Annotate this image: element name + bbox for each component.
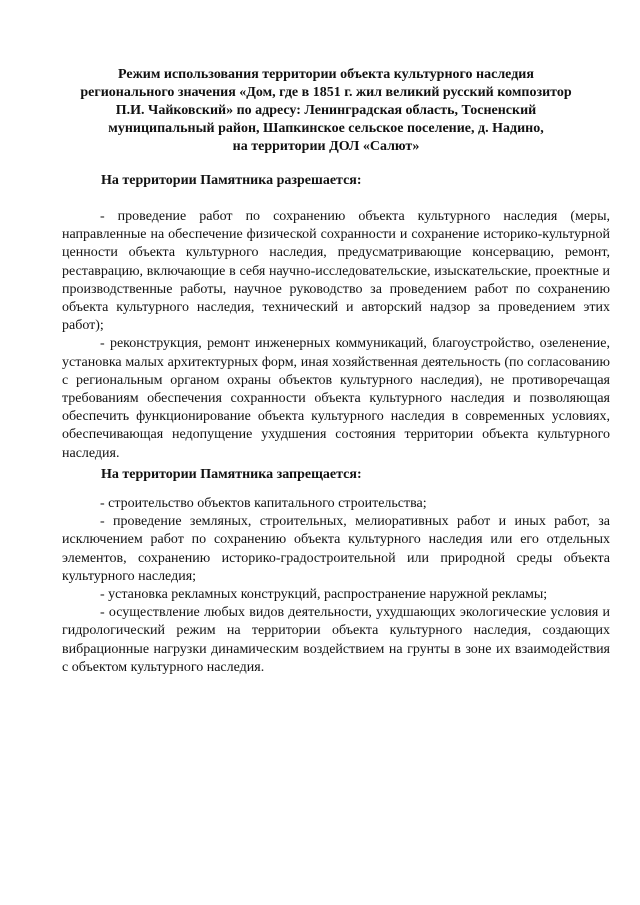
document-title <box>56 66 596 156</box>
allowed-heading: На территории Памятника разрешается: <box>101 173 362 188</box>
forbidden-item: - строительство объектов капитального строительства; <box>100 496 427 511</box>
title-line: муниципальный район, Шапкинское сельское поселение, д. Надино, <box>108 121 544 136</box>
title-line: П.И. Чайковский» по адресу: Ленинградская область, Тосненский <box>115 103 537 118</box>
forbidden-list <box>62 495 610 677</box>
title-line: Режим использования территории объекта культурного наследия <box>118 67 534 82</box>
forbidden-item: - проведение земляных, строительных, мелиоративных работ и иных работ, за исключением работ по сохранению объекта культурного наследия или его отдельных элементов, сохранению историко-градостроительной или природной среды объекта культурного наследия; <box>62 514 610 584</box>
title-line: на территории ДОЛ «Салют» <box>232 139 420 154</box>
title-line: регионального значения «Дом, где в 1851 г. жил великий русский композитор <box>80 85 572 100</box>
allowed-item: - реконструкция, ремонт инженерных коммуникаций, благоустройство, озеленение, установка малых архитектурных форм, иная хозяйственная деятельность (по согласованию с региональным органом охраны объектов культурного наследия), не противоречащая требованиям обеспечения сохранности объекта культурного наследия и позволяющая обеспечить функционирование объекта культурного наследия в современных условиях, обеспечивающая недопущение ухудшения состояния территории объекта культурного наследия. <box>62 336 610 461</box>
allowed-list <box>62 208 610 463</box>
forbidden-item: - осуществление любых видов деятельности, ухудшающих экологические условия и гидрологический режим на территории объекта культурного наследия, создающих вибрационные нагрузки динамическим воздействием на грунты в зоне их взаимодействия с объектом культурного наследия. <box>62 605 610 675</box>
forbidden-item: - установка рекламных конструкций, распространение наружной рекламы; <box>100 587 548 603</box>
allowed-item: - проведение работ по сохранению объекта культурного наследия (меры, направленные на обеспечение физической сохранности и сохранение историко-культурной ценности объекта культурного наследия, предусматривающие консервацию, ремонт, реставрацию, включающие в себя научно-исследовательские, изыскательские, проектные и производственные работы, научное руководство за проведением работ по сохранению объекта культурного наследия, технический и авторский надзор за проведением этих работ); <box>62 209 610 334</box>
forbidden-heading: На территории Памятника запрещается: <box>101 467 362 482</box>
